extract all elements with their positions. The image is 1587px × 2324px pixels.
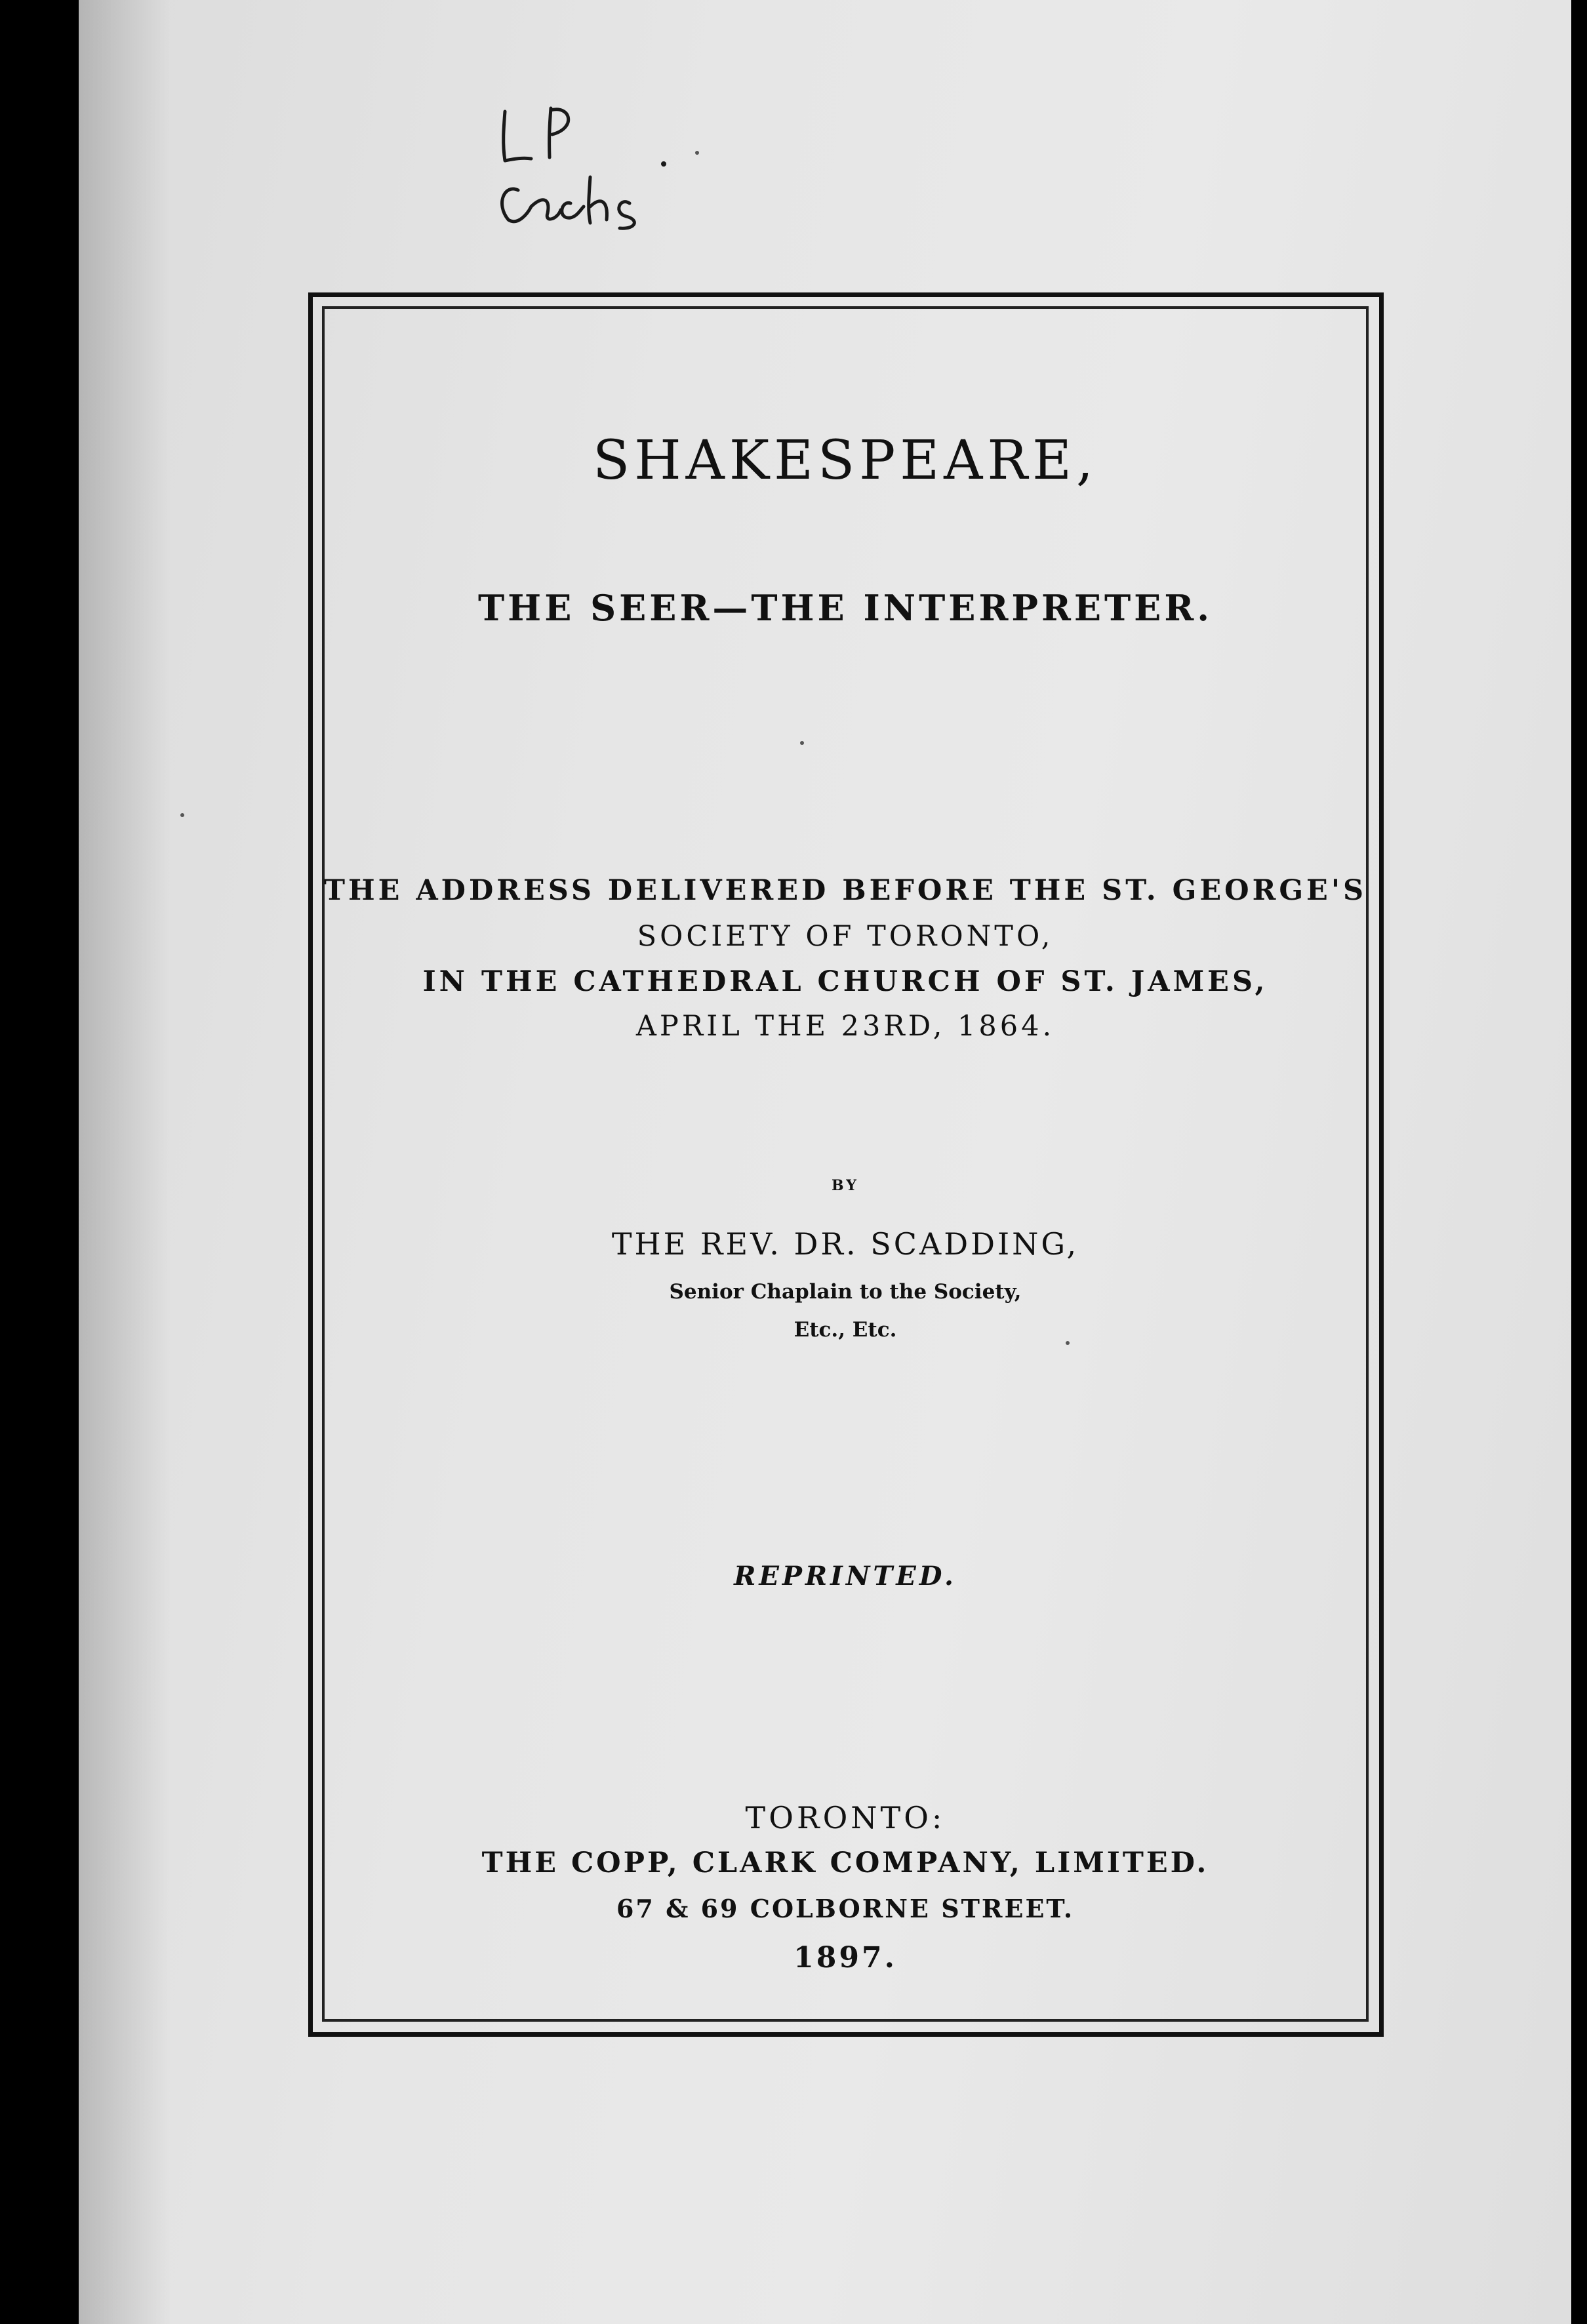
imprint-city: TORONTO: [745, 1800, 946, 1835]
book-title: SHAKESPEARE, [592, 430, 1098, 492]
imprint-year: 1897. [794, 1941, 897, 1974]
author-etc: Etc., Etc. [794, 1318, 897, 1342]
page-border-inner [322, 306, 1369, 2022]
book-subtitle: THE SEER—THE INTERPRETER. [477, 587, 1213, 629]
address-line-1: THE ADDRESS DELIVERED BEFORE THE ST. GEORGE'S [323, 874, 1367, 907]
handwritten-note-signature [479, 98, 675, 249]
paper-speck [695, 151, 699, 155]
paper-speck [800, 741, 804, 745]
author-name: THE REV. DR. SCADDING, [611, 1226, 1079, 1262]
imprint-publisher: THE COPP, CLARK COMPANY, LIMITED. [481, 1847, 1209, 1879]
paper-speck [1066, 1341, 1070, 1345]
by-label: BY [832, 1177, 859, 1194]
paper-speck [180, 813, 184, 817]
binding-shadow [79, 0, 171, 2324]
author-role: Senior Chaplain to the Society, [669, 1280, 1022, 1304]
address-line-2: SOCIETY OF TORONTO, [637, 920, 1054, 953]
address-line-3: IN THE CATHEDRAL CHURCH OF ST. JAMES, [422, 965, 1268, 998]
imprint-street: 67 & 69 COLBORNE STREET. [616, 1894, 1075, 1923]
edition-note: REPRINTED. [734, 1561, 957, 1592]
address-date: APRIL THE 23RD, 1864. [635, 1010, 1055, 1043]
